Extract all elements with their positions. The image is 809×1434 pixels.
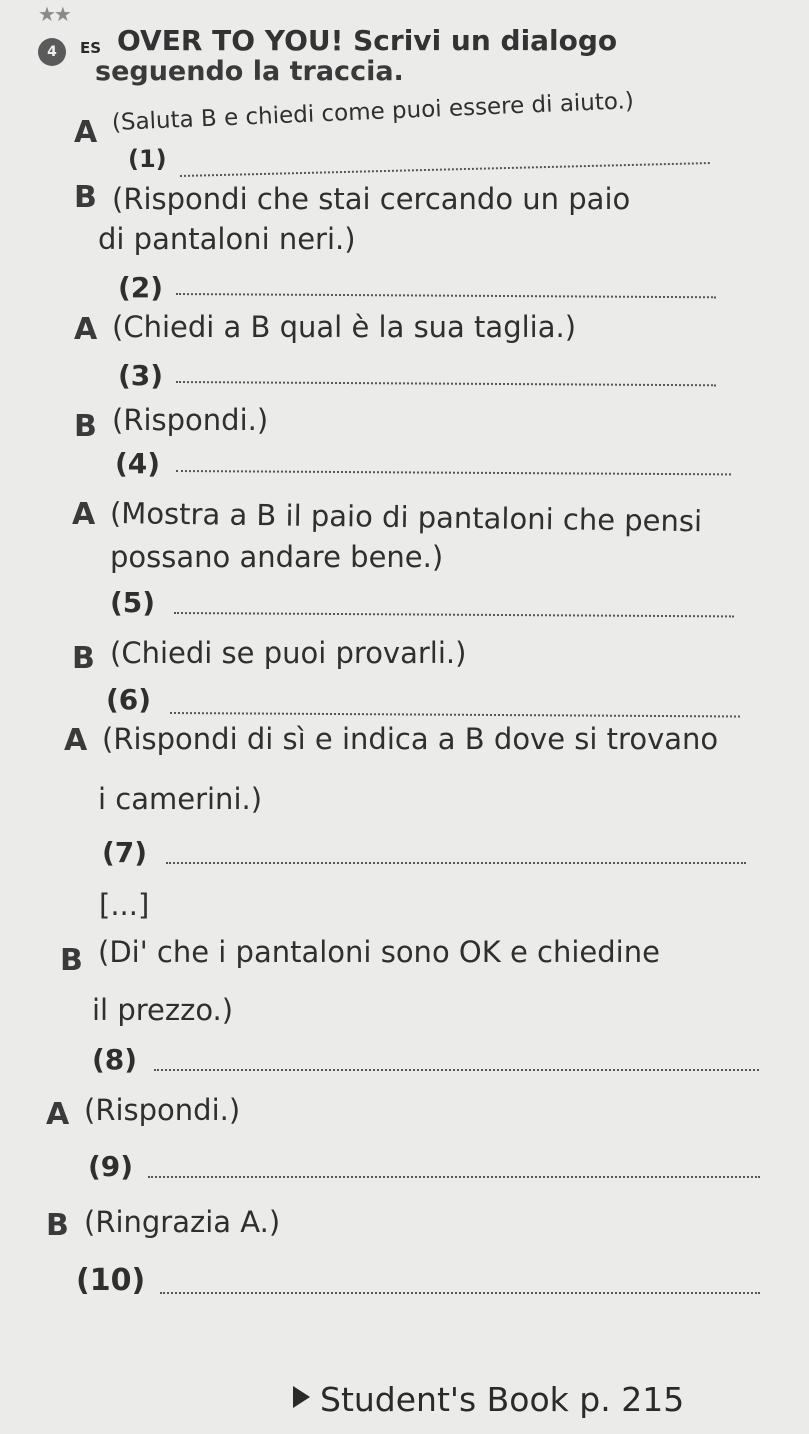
- ellipsis-marker: [...]: [99, 888, 150, 922]
- answer-line[interactable]: [176, 293, 716, 298]
- answer-number: (1): [128, 145, 167, 173]
- answer-line[interactable]: [170, 712, 740, 717]
- exercise-heading: OVER TO YOU! Scrivi un dialogo: [117, 24, 618, 57]
- answer-line[interactable]: [160, 1292, 760, 1294]
- instruction-text: possano andare bene.): [110, 540, 444, 574]
- instruction-text: i camerini.): [98, 782, 263, 816]
- speaker-label: B: [60, 943, 83, 978]
- students-book-reference: Student's Book p. 215: [320, 1380, 685, 1419]
- speaker-label: A: [74, 115, 98, 150]
- instruction-text: (Rispondi.): [84, 1093, 241, 1127]
- speaker-label: B: [74, 180, 97, 215]
- instruction-text: (Ringrazia A.): [84, 1205, 281, 1239]
- answer-number: (10): [76, 1263, 146, 1298]
- instruction-text: di pantaloni neri.): [98, 222, 356, 256]
- speaker-label: A: [72, 497, 96, 532]
- answer-number: (3): [118, 359, 164, 392]
- instruction-text: (Chiedi a B qual è la sua taglia.): [112, 310, 577, 344]
- answer-line[interactable]: [166, 862, 746, 864]
- speaker-label: A: [64, 723, 88, 758]
- speaker-label: A: [74, 312, 98, 347]
- instruction-text: (Di' che i pantaloni sono OK e chiedine: [98, 935, 660, 969]
- instruction-text: (Rispondi di sì e indica a B dove si trovano: [102, 722, 719, 756]
- arrow-right-icon: [293, 1386, 310, 1408]
- answer-number: (6): [106, 683, 152, 716]
- exercise-number-badge: 4: [38, 38, 66, 66]
- answer-number: (4): [115, 447, 161, 480]
- answer-number: (5): [110, 586, 156, 619]
- speaker-label: B: [46, 1208, 69, 1243]
- answer-line[interactable]: [180, 162, 710, 177]
- instruction-text: (Rispondi che stai cercando un paio: [112, 182, 631, 216]
- speaker-label: A: [46, 1097, 70, 1132]
- instruction-text: (Rispondi.): [112, 403, 269, 437]
- answer-line[interactable]: [176, 381, 716, 386]
- answer-line[interactable]: [148, 1176, 760, 1178]
- instruction-text: il prezzo.): [92, 993, 234, 1027]
- answer-number: (7): [102, 836, 148, 869]
- speaker-label: B: [72, 641, 95, 676]
- speaker-label: B: [74, 409, 97, 444]
- answer-number: (9): [88, 1150, 134, 1183]
- instruction-text: (Saluta B e chiedi come puoi essere di aiuto.): [111, 88, 635, 136]
- answer-line[interactable]: [176, 470, 731, 475]
- difficulty-stars: ★★: [38, 2, 70, 26]
- exercise-code-label: ES: [80, 39, 102, 57]
- answer-line[interactable]: [154, 1069, 759, 1071]
- instruction-text: (Chiedi se puoi provarli.): [110, 636, 467, 670]
- answer-line[interactable]: [174, 612, 734, 617]
- instruction-text: (Mostra a B il paio di pantaloni che pensi: [109, 496, 703, 539]
- answer-number: (8): [92, 1043, 138, 1076]
- exercise-subheading: seguendo la traccia.: [95, 56, 404, 87]
- answer-number: (2): [118, 271, 164, 304]
